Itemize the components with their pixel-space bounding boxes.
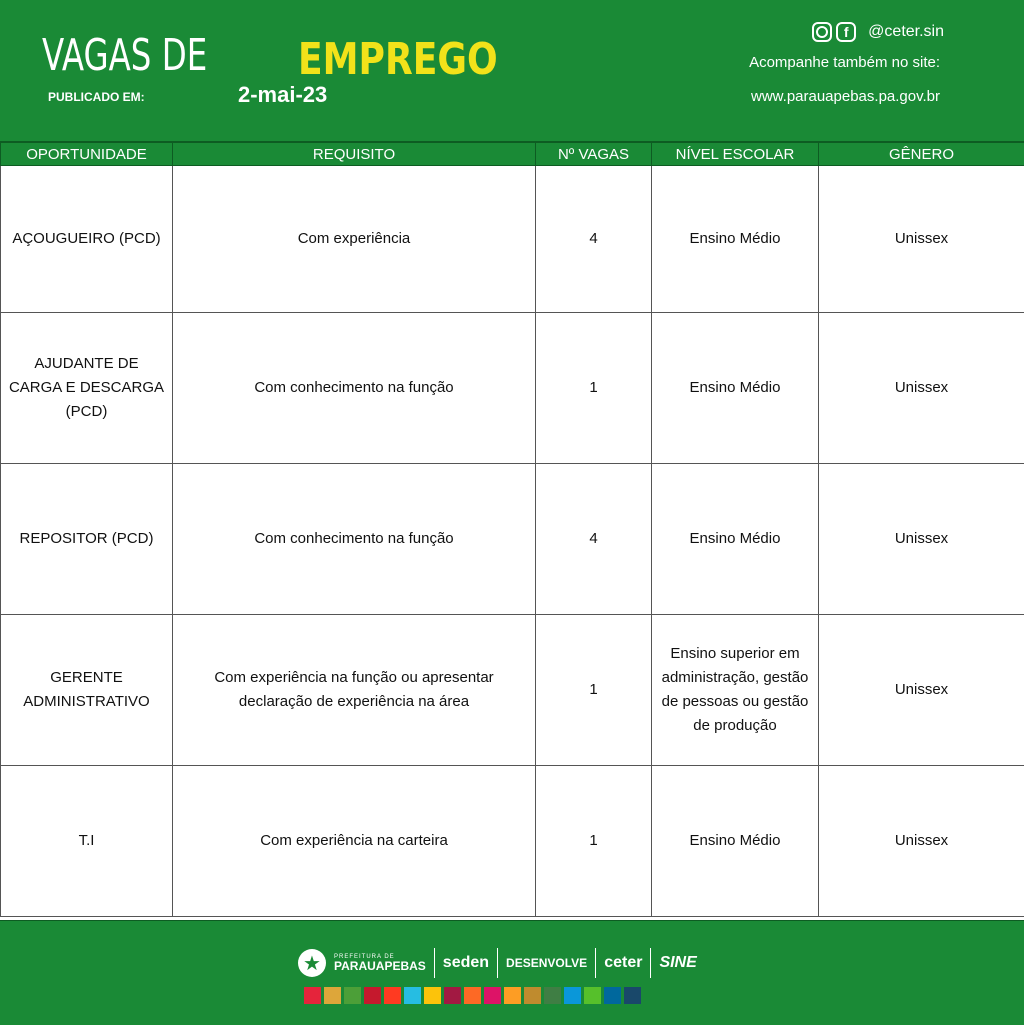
- published-label: PUBLICADO EM:: [48, 90, 145, 104]
- table-row: [1, 464, 1024, 615]
- sdg-goal-icon: [404, 987, 421, 1004]
- cell-requisito: Com conhecimento na função: [173, 313, 536, 464]
- sdg-goal-icon: [344, 987, 361, 1004]
- header-banner: [0, 0, 1024, 142]
- title-emprego: EMPREGO: [298, 38, 498, 82]
- logo-seden: seden: [443, 954, 489, 972]
- logo-prefeitura-big: PARAUAPEBAS: [334, 960, 426, 972]
- sdg-goal-icon: [624, 987, 641, 1004]
- sdg-goal-icon: [564, 987, 581, 1004]
- facebook-icon[interactable]: f: [836, 22, 856, 42]
- col-genero: GÊNERO: [819, 143, 1024, 166]
- logo-sine: SINE: [659, 954, 696, 972]
- cell-vagas: 1: [536, 313, 652, 464]
- cell-vagas: 1: [536, 615, 652, 766]
- sdg-goal-icon: [364, 987, 381, 1004]
- partner-logos: [298, 945, 697, 981]
- col-requisito: REQUISITO: [173, 143, 536, 166]
- sdg-goal-icon: [464, 987, 481, 1004]
- table-row: [1, 615, 1024, 766]
- logo-divider: [595, 948, 596, 978]
- table-row: [1, 313, 1024, 464]
- social-block: [812, 22, 944, 42]
- published-date: 2-mai-23: [238, 82, 327, 108]
- sdg-goal-icon: [604, 987, 621, 1004]
- follow-text: Acompanhe também no site:: [749, 54, 940, 71]
- sdg-goal-icon: [504, 987, 521, 1004]
- sdg-goal-icon: [524, 987, 541, 1004]
- cell-requisito: Com experiência: [173, 166, 536, 313]
- instagram-icon[interactable]: [812, 22, 832, 42]
- sdg-goal-icon: [424, 987, 441, 1004]
- sdg-goal-icon: [584, 987, 601, 1004]
- sdg-goal-icon: [444, 987, 461, 1004]
- cell-genero: Unissex: [819, 166, 1024, 313]
- jobs-table: [0, 142, 1024, 917]
- cell-oportunidade: AJUDANTE DE CARGA E DESCARGA (PCD): [1, 313, 173, 464]
- cell-nivel: Ensino Médio: [652, 313, 819, 464]
- table-header-row: [1, 143, 1024, 166]
- logo-divider: [650, 948, 651, 978]
- footer-banner: [0, 920, 1024, 1025]
- logo-prefeitura: [334, 954, 426, 972]
- logo-prefeitura-small: PREFEITURA DE: [334, 954, 426, 960]
- cell-oportunidade: REPOSITOR (PCD): [1, 464, 173, 615]
- logo-ceter: ceter: [604, 954, 642, 972]
- sdg-icons-strip: [304, 987, 641, 1004]
- social-handle[interactable]: @ceter.sin: [868, 23, 944, 41]
- cell-nivel: Ensino Médio: [652, 464, 819, 615]
- cell-requisito: Com experiência na carteira: [173, 766, 536, 917]
- col-vagas: Nº VAGAS: [536, 143, 652, 166]
- cell-nivel: Ensino Médio: [652, 166, 819, 313]
- cell-vagas: 4: [536, 166, 652, 313]
- cell-oportunidade: GERENTE ADMINISTRATIVO: [1, 615, 173, 766]
- table-row: [1, 766, 1024, 917]
- cell-vagas: 4: [536, 464, 652, 615]
- cell-genero: Unissex: [819, 464, 1024, 615]
- sdg-goal-icon: [544, 987, 561, 1004]
- cell-oportunidade: T.I: [1, 766, 173, 917]
- star-icon: ★: [298, 949, 326, 977]
- cell-requisito: Com experiência na função ou apresentar declaração de experiência na área: [173, 615, 536, 766]
- sdg-goal-icon: [304, 987, 321, 1004]
- logo-divider: [497, 948, 498, 978]
- sdg-goal-icon: [384, 987, 401, 1004]
- cell-nivel: Ensino Médio: [652, 766, 819, 917]
- sdg-goal-icon: [324, 987, 341, 1004]
- col-nivel-escolar: NÍVEL ESCOLAR: [652, 143, 819, 166]
- cell-genero: Unissex: [819, 766, 1024, 917]
- cell-vagas: 1: [536, 766, 652, 917]
- col-oportunidade: OPORTUNIDADE: [1, 143, 173, 166]
- logo-divider: [434, 948, 435, 978]
- table-row: [1, 166, 1024, 313]
- cell-genero: Unissex: [819, 615, 1024, 766]
- site-url[interactable]: www.parauapebas.pa.gov.br: [751, 88, 940, 105]
- title-vagas-de: VAGAS DE: [42, 34, 207, 78]
- cell-genero: Unissex: [819, 313, 1024, 464]
- cell-nivel: Ensino superior em administração, gestão de pessoas ou gestão de produção: [652, 615, 819, 766]
- cell-oportunidade: AÇOUGUEIRO (PCD): [1, 166, 173, 313]
- sdg-goal-icon: [484, 987, 501, 1004]
- cell-requisito: Com conhecimento na função: [173, 464, 536, 615]
- logo-desenvolve: DESENVOLVE: [506, 956, 587, 970]
